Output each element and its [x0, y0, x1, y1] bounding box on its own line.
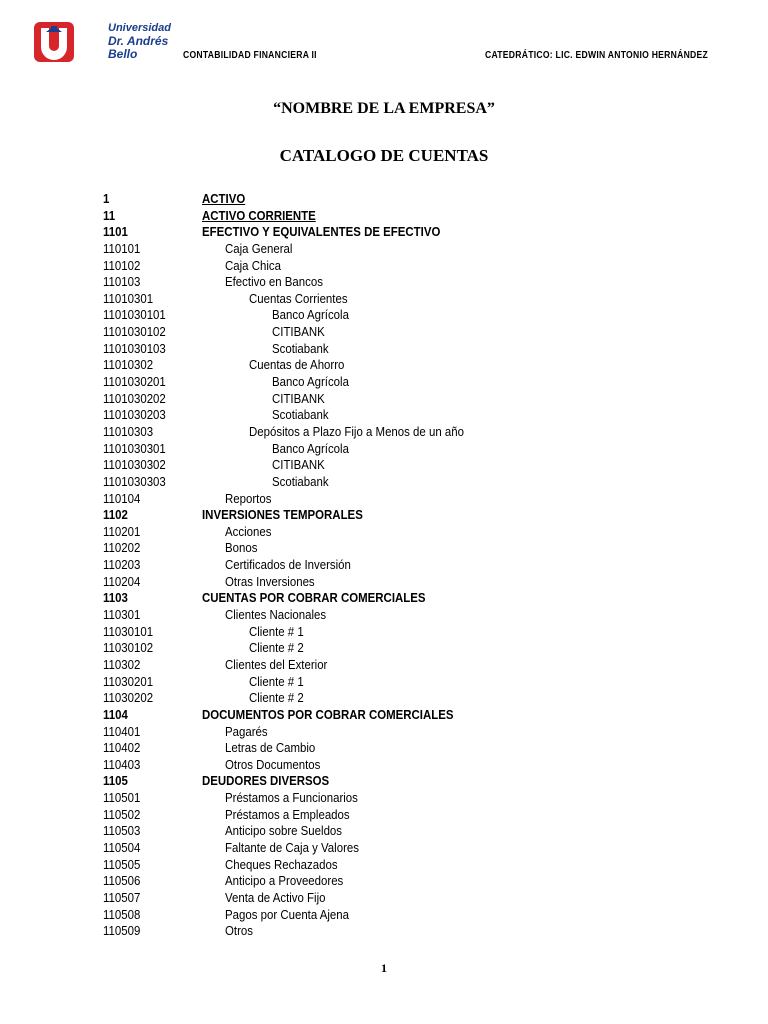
- account-row: [103, 407, 663, 424]
- account-row: [103, 307, 663, 324]
- account-code: 110507: [103, 889, 141, 905]
- logo-line-1: Universidad: [108, 22, 171, 34]
- account-name: Banco Agrícola: [272, 440, 349, 456]
- account-name: Certificados de Inversión: [225, 557, 351, 573]
- account-row: [103, 491, 663, 508]
- account-code: 110103: [103, 274, 141, 290]
- account-row: [103, 823, 663, 840]
- account-code: 1105: [103, 773, 128, 789]
- account-code: 110101: [103, 240, 141, 256]
- account-name: Scotiabank: [272, 340, 329, 356]
- account-name: Pagos por Cuenta Ajena: [225, 906, 350, 922]
- account-row: [103, 890, 663, 907]
- account-row: [103, 907, 663, 924]
- account-name: EFECTIVO Y EQUIVALENTES DE EFECTIVO: [202, 224, 441, 240]
- account-code: 1101030202: [103, 390, 166, 406]
- account-row: [103, 540, 663, 557]
- account-code: 110302: [103, 656, 141, 672]
- account-code: 110508: [103, 906, 141, 922]
- account-row: [103, 507, 663, 524]
- university-shield-icon: [32, 20, 104, 64]
- account-code: 1102: [103, 507, 128, 523]
- account-name: Otros Documentos: [225, 756, 321, 772]
- account-name: Reportos: [225, 490, 272, 506]
- account-name: Cuentas Corrientes: [249, 290, 348, 306]
- account-name: CITIBANK: [272, 457, 325, 473]
- course-name: CONTABILIDAD FINANCIERA II: [183, 50, 317, 61]
- account-row: [103, 724, 663, 741]
- account-name: DEUDORES DIVERSOS: [202, 773, 330, 789]
- account-row: [103, 590, 663, 607]
- account-name: Letras de Cambio: [225, 740, 316, 756]
- account-code: 1101: [103, 224, 128, 240]
- account-row: [103, 258, 663, 275]
- account-code: 110201: [103, 523, 141, 539]
- account-name: Caja Chica: [225, 257, 281, 273]
- account-code: 110501: [103, 790, 141, 806]
- account-row: [103, 740, 663, 757]
- account-name: Scotiabank: [272, 407, 329, 423]
- account-code: 1101030203: [103, 407, 166, 423]
- account-code: 110203: [103, 557, 141, 573]
- account-name: CITIBANK: [272, 390, 325, 406]
- account-name: Cliente # 1: [249, 623, 304, 639]
- account-name: Depósitos a Plazo Fijo a Menos de un año: [249, 423, 464, 439]
- account-code: 1101030302: [103, 457, 166, 473]
- account-name: Efectivo en Bancos: [225, 274, 323, 290]
- account-row: [103, 224, 663, 241]
- account-name: Préstamos a Empleados: [225, 806, 350, 822]
- account-row: [103, 524, 663, 541]
- account-code: 11010301: [103, 290, 154, 306]
- account-code: 11010302: [103, 357, 154, 373]
- account-row: [103, 241, 663, 258]
- account-row: [103, 773, 663, 790]
- account-code: 110504: [103, 839, 141, 855]
- account-row: [103, 474, 663, 491]
- account-row: [103, 690, 663, 707]
- account-name: Pagarés: [225, 723, 268, 739]
- account-name: Cheques Rechazados: [225, 856, 338, 872]
- account-name: CUENTAS POR COBRAR COMERCIALES: [202, 590, 426, 606]
- account-row: [103, 857, 663, 874]
- account-code: 110204: [103, 573, 141, 589]
- account-name: Otros: [225, 923, 253, 939]
- accounts-list: [103, 191, 663, 940]
- account-code: 110102: [103, 257, 141, 273]
- account-name: Cliente # 2: [249, 690, 304, 706]
- account-code: 110401: [103, 723, 141, 739]
- account-code: 110502: [103, 806, 141, 822]
- account-row: [103, 707, 663, 724]
- account-row: [103, 191, 663, 208]
- account-row: [103, 324, 663, 341]
- account-name: Banco Agrícola: [272, 307, 349, 323]
- account-name: Préstamos a Funcionarios: [225, 790, 358, 806]
- account-name: Clientes Nacionales: [225, 607, 327, 623]
- account-row: [103, 557, 663, 574]
- account-row: [103, 208, 663, 225]
- account-code: 11030201: [103, 673, 154, 689]
- account-code: 1101030103: [103, 340, 166, 356]
- account-code: 1104: [103, 706, 128, 722]
- teacher-name: CATEDRÁTICO: LIC. EDWIN ANTONIO HERNÁNDEZ: [485, 50, 709, 61]
- account-row: [103, 357, 663, 374]
- account-row: [103, 807, 663, 824]
- account-name: Clientes del Exterior: [225, 656, 328, 672]
- account-name: Otras Inversiones: [225, 573, 315, 589]
- page-number: 1: [381, 961, 387, 975]
- account-row: [103, 574, 663, 591]
- company-title: “NOMBRE DE LA EMPRESA”: [273, 100, 495, 117]
- account-row: [103, 757, 663, 774]
- account-code: 1101030301: [103, 440, 166, 456]
- account-row: [103, 840, 663, 857]
- account-row: [103, 657, 663, 674]
- account-row: [103, 640, 663, 657]
- account-code: 11010303: [103, 423, 154, 439]
- account-code: 110503: [103, 823, 141, 839]
- account-row: [103, 391, 663, 408]
- account-code: 110506: [103, 873, 141, 889]
- account-name: Banco Agrícola: [272, 374, 349, 390]
- account-row: [103, 441, 663, 458]
- account-code: 110505: [103, 856, 141, 872]
- account-code: 11030102: [103, 640, 154, 656]
- account-row: [103, 424, 663, 441]
- account-row: [103, 674, 663, 691]
- account-row: [103, 457, 663, 474]
- account-row: [103, 291, 663, 308]
- account-row: [103, 790, 663, 807]
- logo-line-2: Dr. Andrés Bello: [108, 34, 169, 61]
- catalog-title: CATALOGO DE CUENTAS: [279, 146, 489, 165]
- account-code: 110301: [103, 607, 141, 623]
- account-code: 11: [103, 207, 116, 223]
- account-name: Anticipo sobre Sueldos: [225, 823, 343, 839]
- account-name: Cliente # 2: [249, 640, 304, 656]
- account-code: 1101030102: [103, 324, 166, 340]
- account-code: 110104: [103, 490, 141, 506]
- account-name: DOCUMENTOS POR COBRAR COMERCIALES: [202, 706, 454, 722]
- account-code: 110202: [103, 540, 141, 556]
- account-row: [103, 607, 663, 624]
- account-name: ACTIVO: [202, 191, 246, 206]
- account-code: 1: [103, 191, 110, 206]
- account-name: Cuentas de Ahorro: [249, 357, 345, 373]
- account-name: Scotiabank: [272, 473, 329, 489]
- account-code: 1101030303: [103, 473, 166, 489]
- account-code: 11030202: [103, 690, 154, 706]
- account-name: Venta de Activo Fijo: [225, 889, 326, 905]
- account-row: [103, 274, 663, 291]
- account-code: 1101030101: [103, 307, 166, 323]
- account-name: CITIBANK: [272, 324, 325, 340]
- account-name: INVERSIONES TEMPORALES: [202, 507, 363, 523]
- account-row: [103, 374, 663, 391]
- account-code: 110402: [103, 740, 141, 756]
- account-row: [103, 923, 663, 940]
- account-name: Cliente # 1: [249, 673, 304, 689]
- account-row: [103, 341, 663, 358]
- logo-text: [108, 22, 172, 61]
- account-row: [103, 624, 663, 641]
- account-name: Caja General: [225, 240, 293, 256]
- account-code: 1103: [103, 590, 128, 606]
- account-name: Acciones: [225, 523, 272, 539]
- account-name: ACTIVO CORRIENTE: [202, 207, 316, 223]
- account-code: 110509: [103, 923, 141, 939]
- account-name: Anticipo a Proveedores: [225, 873, 344, 889]
- account-code: 11030101: [103, 623, 154, 639]
- university-logo: [32, 20, 172, 64]
- account-name: Faltante de Caja y Valores: [225, 839, 359, 855]
- account-name: Bonos: [225, 540, 258, 556]
- account-code: 110403: [103, 756, 141, 772]
- account-row: [103, 873, 663, 890]
- account-code: 1101030201: [103, 374, 166, 390]
